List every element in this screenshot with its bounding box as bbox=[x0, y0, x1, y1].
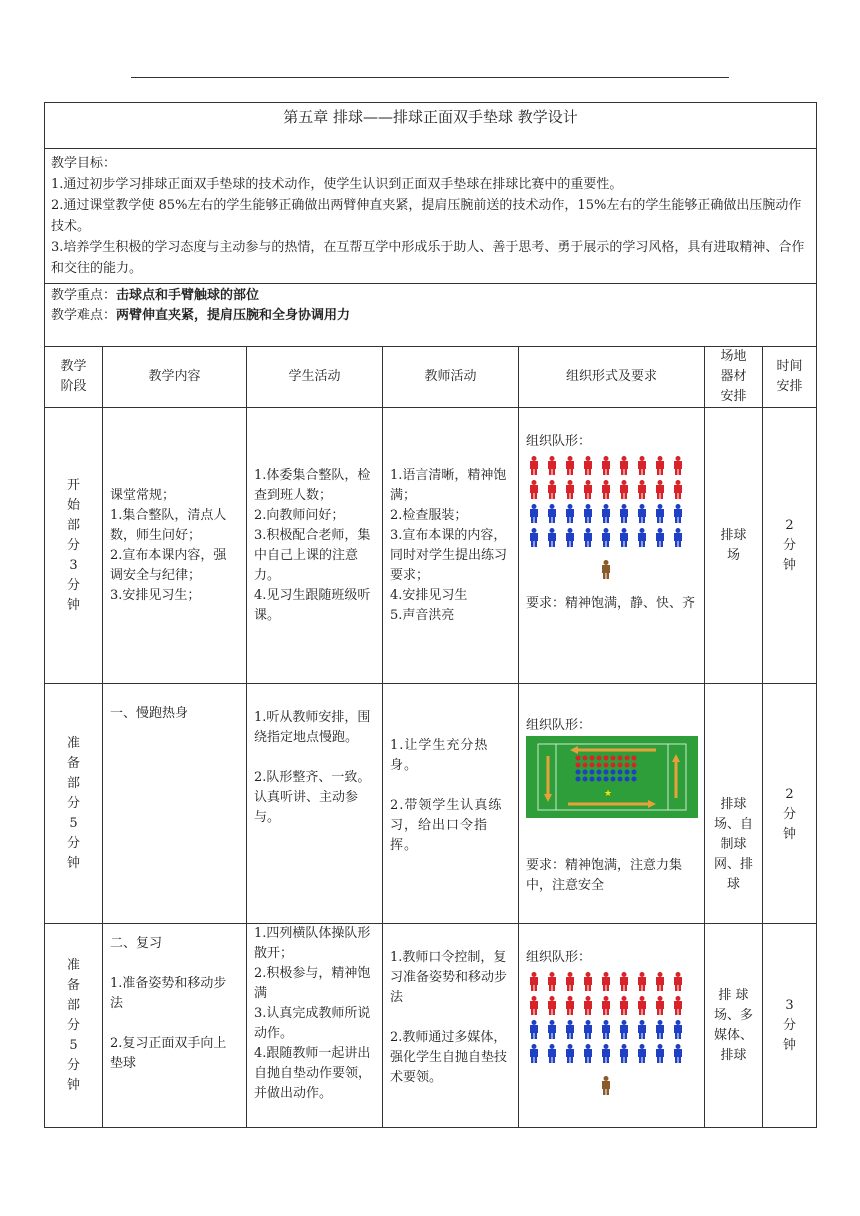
content-cell: 二、复习 1.准备姿势和移动步法 2.复习正面双手向上垫球 bbox=[103, 924, 247, 1128]
student-dot bbox=[590, 763, 595, 768]
student-red-icon bbox=[566, 972, 574, 991]
student-dot bbox=[576, 756, 581, 761]
student-dot bbox=[611, 777, 616, 782]
student-blue-icon bbox=[674, 1044, 682, 1063]
student-dot bbox=[618, 777, 623, 782]
student-red-icon bbox=[602, 996, 610, 1015]
student-blue-icon bbox=[620, 528, 628, 547]
student-blue-icon bbox=[530, 1044, 538, 1063]
student-blue-icon bbox=[620, 504, 628, 523]
student-dot bbox=[597, 770, 602, 775]
org-cell: 组织队形： bbox=[519, 924, 705, 1128]
student-blue-icon bbox=[620, 1044, 628, 1063]
student-dot bbox=[590, 770, 595, 775]
difficulty-text: 两臂伸直夹紧，提肩压腕和全身协调用力 bbox=[116, 308, 351, 323]
student-dot bbox=[618, 756, 623, 761]
student-dot bbox=[583, 763, 588, 768]
student-blue-icon bbox=[638, 528, 646, 547]
student-dot bbox=[611, 756, 616, 761]
table-row bbox=[45, 924, 817, 1128]
time-cell: 3分钟 bbox=[763, 924, 817, 1128]
formation-diagram bbox=[526, 968, 698, 1100]
teacher-cell: 1.语言清晰，精神饱满； 2.检查服装； 3.宣布本课的内容，同时对学生提出练习要求； 4.安排见习生 5.声音洪亮 bbox=[383, 408, 519, 684]
venue-cell: 排球场、自制球网、排球 bbox=[705, 684, 763, 924]
student-dot bbox=[583, 777, 588, 782]
teacher-icon bbox=[602, 1076, 610, 1095]
student-dot bbox=[597, 756, 602, 761]
student-dot bbox=[583, 770, 588, 775]
student-blue-icon bbox=[566, 504, 574, 523]
student-red-icon bbox=[584, 972, 592, 991]
student-blue-icon bbox=[566, 1044, 574, 1063]
student-dot bbox=[604, 763, 609, 768]
student-red-icon bbox=[566, 996, 574, 1015]
student-dot bbox=[625, 770, 630, 775]
student-red-icon bbox=[620, 456, 628, 475]
student-cell: 1.四列横队体操队形散开； 2.积极参与，精神饱满 3.认真完成教师所说动作。 4.跟随教师一起讲出自抛自垫动作要领，并做出动作。 bbox=[247, 924, 383, 1128]
teacher-icon bbox=[602, 560, 610, 579]
table-row bbox=[45, 408, 817, 684]
student-red-icon bbox=[602, 480, 610, 499]
formation-diagram bbox=[526, 452, 698, 584]
student-blue-icon bbox=[674, 528, 682, 547]
student-blue-icon bbox=[584, 528, 592, 547]
student-dot bbox=[604, 777, 609, 782]
student-red-icon bbox=[656, 456, 664, 475]
student-red-icon bbox=[638, 996, 646, 1015]
student-red-icon bbox=[620, 996, 628, 1015]
student-dot bbox=[597, 763, 602, 768]
student-blue-icon bbox=[638, 1020, 646, 1039]
student-blue-icon bbox=[638, 504, 646, 523]
time-cell: 2分钟 bbox=[763, 684, 817, 924]
header-venue: 场地器材安排 bbox=[705, 347, 763, 408]
content-cell: 一、慢跑热身 bbox=[103, 684, 247, 924]
header-time: 时间安排 bbox=[763, 347, 817, 408]
teaching-goals bbox=[45, 149, 817, 284]
student-dot bbox=[618, 763, 623, 768]
student-blue-icon bbox=[548, 1044, 556, 1063]
student-dot bbox=[611, 770, 616, 775]
goal-item: 3.培养学生积极的学习态度与主动参与的热情，在互帮互学中形成乐于助人、善于思考、勇于展示的学习风格，具有进取精神、合作和交往的能力。 bbox=[51, 240, 805, 276]
teacher-cell: 1.让学生充分热身。 2.带领学生认真练习，给出口令指挥。 bbox=[383, 684, 519, 924]
stage-cell: 准备部分5分钟 bbox=[45, 684, 103, 924]
header-content: 教学内容 bbox=[103, 347, 247, 408]
content-cell: 课堂常规； 1.集合整队，清点人数，师生问好； 2.宣布本课内容，强调安全与纪律； 3.安排见习生； bbox=[103, 408, 247, 684]
student-dot bbox=[632, 756, 637, 761]
student-red-icon bbox=[674, 996, 682, 1015]
header-rule bbox=[131, 77, 729, 78]
goals-heading: 教学目标： bbox=[51, 156, 117, 171]
student-red-icon bbox=[656, 480, 664, 499]
student-red-icon bbox=[656, 972, 664, 991]
teacher-cell: 1.教师口令控制，复习准备姿势和移动步法 2.教师通过多媒体，强化学生自抛自垫技术要领。 bbox=[383, 924, 519, 1128]
table-row bbox=[45, 684, 817, 924]
stage-cell: 准备部分5分钟 bbox=[45, 924, 103, 1128]
student-red-icon bbox=[548, 480, 556, 499]
header-org: 组织形式及要求 bbox=[519, 347, 705, 408]
difficulty-line: 教学难点：两臂伸直夹紧，提肩压腕和全身协调用力 bbox=[51, 308, 351, 323]
student-dot bbox=[604, 770, 609, 775]
header-stage: 教学阶段 bbox=[45, 347, 103, 408]
time-cell: 2分钟 bbox=[763, 408, 817, 684]
student-red-icon bbox=[656, 996, 664, 1015]
student-red-icon bbox=[548, 972, 556, 991]
student-blue-icon bbox=[656, 504, 664, 523]
student-blue-icon bbox=[638, 1044, 646, 1063]
goal-item: 2.通过课堂教学使 85%左右的学生能够正确做出两臂伸直夹紧，提肩压腕前送的技术动作，15%左右的学生能够正确做出压腕动作技术。 bbox=[51, 198, 802, 234]
student-dot bbox=[611, 763, 616, 768]
org-cell: 组织队形： ★ 要求：精神饱满，注意力集中，注意安全 bbox=[519, 684, 705, 924]
student-dot bbox=[632, 777, 637, 782]
student-dot bbox=[618, 770, 623, 775]
student-red-icon bbox=[548, 456, 556, 475]
stage-cell: 开始部分3分钟 bbox=[45, 408, 103, 684]
student-red-icon bbox=[548, 996, 556, 1015]
student-blue-icon bbox=[602, 1020, 610, 1039]
student-red-icon bbox=[584, 996, 592, 1015]
student-dot bbox=[625, 763, 630, 768]
student-dot bbox=[590, 777, 595, 782]
student-cell: 1.体委集合整队，检查到班人数； 2.向教师问好； 3.积极配合老师，集中自己上课的注意力。 4.见习生跟随班级听课。 bbox=[247, 408, 383, 684]
student-blue-icon bbox=[548, 1020, 556, 1039]
lesson-plan-table bbox=[44, 102, 817, 1128]
student-red-icon bbox=[584, 456, 592, 475]
student-dot bbox=[625, 777, 630, 782]
header-student: 学生活动 bbox=[247, 347, 383, 408]
student-dot bbox=[632, 770, 637, 775]
student-dot bbox=[597, 777, 602, 782]
key-points bbox=[45, 284, 817, 347]
student-red-icon bbox=[602, 456, 610, 475]
org-cell: 组织队形： 要求：精神饱满，静、快、齐 bbox=[519, 408, 705, 684]
student-red-icon bbox=[620, 972, 628, 991]
student-red-icon bbox=[674, 456, 682, 475]
student-blue-icon bbox=[602, 1044, 610, 1063]
student-red-icon bbox=[602, 972, 610, 991]
student-blue-icon bbox=[602, 528, 610, 547]
table-header-row bbox=[45, 347, 817, 408]
student-dot bbox=[604, 756, 609, 761]
student-blue-icon bbox=[656, 528, 664, 547]
student-red-icon bbox=[530, 456, 538, 475]
venue-cell: 排球场 bbox=[705, 408, 763, 684]
header-teacher: 教师活动 bbox=[383, 347, 519, 408]
student-cell: 1.听从教师安排，围绕指定地点慢跑。 2.队形整齐、一致。认真听讲、主动参与。 bbox=[247, 684, 383, 924]
student-blue-icon bbox=[566, 528, 574, 547]
student-blue-icon bbox=[584, 504, 592, 523]
student-red-icon bbox=[566, 480, 574, 499]
student-red-icon bbox=[674, 480, 682, 499]
student-red-icon bbox=[638, 972, 646, 991]
teacher-star-icon: ★ bbox=[603, 789, 613, 799]
court-diagram bbox=[526, 736, 698, 818]
student-blue-icon bbox=[548, 528, 556, 547]
student-blue-icon bbox=[530, 1020, 538, 1039]
student-red-icon bbox=[566, 456, 574, 475]
student-dot bbox=[583, 756, 588, 761]
focus-text: 击球点和手臂触球的部位 bbox=[116, 288, 260, 303]
student-dot bbox=[576, 770, 581, 775]
student-blue-icon bbox=[620, 1020, 628, 1039]
student-blue-icon bbox=[656, 1044, 664, 1063]
student-red-icon bbox=[530, 972, 538, 991]
student-blue-icon bbox=[602, 504, 610, 523]
student-blue-icon bbox=[584, 1044, 592, 1063]
student-red-icon bbox=[638, 480, 646, 499]
student-red-icon bbox=[584, 480, 592, 499]
venue-cell: 排 球场、多媒体、排球 bbox=[705, 924, 763, 1128]
student-red-icon bbox=[638, 456, 646, 475]
goal-item: 1.通过初步学习排球正面双手垫球的技术动作，使学生认识到正面双手垫球在排球比赛中的重要性。 bbox=[51, 177, 623, 192]
student-blue-icon bbox=[674, 504, 682, 523]
student-dot bbox=[576, 777, 581, 782]
focus-line: 教学重点：击球点和手臂触球的部位 bbox=[51, 288, 260, 303]
student-blue-icon bbox=[530, 528, 538, 547]
student-red-icon bbox=[620, 480, 628, 499]
document-title: 第五章 排球——排球正面双手垫球 教学设计 bbox=[45, 103, 817, 149]
student-blue-icon bbox=[584, 1020, 592, 1039]
student-blue-icon bbox=[548, 504, 556, 523]
student-red-icon bbox=[530, 996, 538, 1015]
student-blue-icon bbox=[656, 1020, 664, 1039]
student-blue-icon bbox=[566, 1020, 574, 1039]
student-red-icon bbox=[530, 480, 538, 499]
student-blue-icon bbox=[530, 504, 538, 523]
student-dot bbox=[576, 763, 581, 768]
student-dot bbox=[632, 763, 637, 768]
student-blue-icon bbox=[674, 1020, 682, 1039]
student-dot bbox=[625, 756, 630, 761]
student-red-icon bbox=[674, 972, 682, 991]
student-dot bbox=[590, 756, 595, 761]
